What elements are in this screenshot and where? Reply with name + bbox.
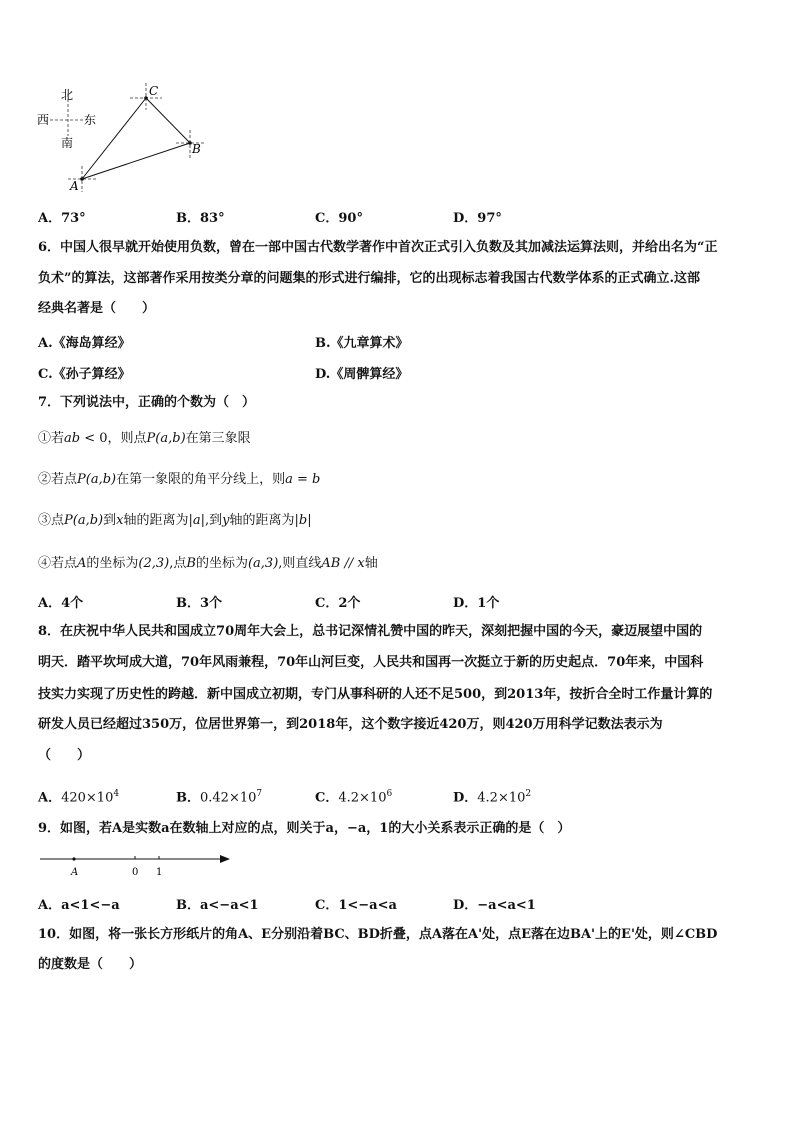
number-line-figure xyxy=(38,848,238,880)
q9-option-b: B．a<−a<1 xyxy=(176,898,259,913)
q6-option-c: C.《孙子算经》 xyxy=(38,367,131,382)
q9-stem: 9．如图，若A是实数a在数轴上对应的点，则关于a，−a，1的大小关系表示正确的是（ ） xyxy=(38,821,571,836)
west-label: 西 xyxy=(37,113,50,127)
q5-option-c: C．90° xyxy=(315,211,363,226)
q8-stem-line2: 明天．踏平坎坷成大道，70年风雨兼程，70年山河巨变，人民共和国再一次挺立于新的历史起点．70年来，中国科 xyxy=(38,655,704,670)
q9-option-d: D．−a<a<1 xyxy=(453,898,536,913)
segment-cb xyxy=(146,98,190,143)
q7-option-d: D．1个 xyxy=(453,596,500,611)
q9-option-a: A．a<1<−a xyxy=(38,898,120,913)
q8-stem-line5: （ ） xyxy=(38,748,91,763)
q6-stem-line1: 6．中国人很早就开始使用负数，曾在一部中国古代数学著作中首次正式引入负数及其加减法运算法则，并给出名为“正 xyxy=(38,240,718,255)
east-label: 东 xyxy=(84,113,97,127)
south-label: 南 xyxy=(61,136,74,150)
compass-triangle-figure xyxy=(30,80,220,195)
q9-option-c: C．1<−a<a xyxy=(315,898,397,913)
point-label-b: B xyxy=(192,142,201,156)
q7-statement-2: ②若点P(a,b)在第一象限的角平分线上，则a = b xyxy=(38,472,321,487)
q7-statement-3: ③点P(a,b)到x轴的距离为|a|,到y轴的距离为|b| xyxy=(38,513,312,528)
q8-option-c: C．$4.2\times 10^6$ xyxy=(315,789,393,806)
q6-option-b: B.《九章算术》 xyxy=(315,336,409,351)
q8-stem-line1: 8．在庆祝中华人民共和国成立70周年大会上，总书记深情礼赞中国的昨天，深刻把握中国的今天，豪迈展望中国的 xyxy=(38,624,703,639)
tick-label-0: 0 xyxy=(132,867,139,878)
q6-option-a: A.《海岛算经》 xyxy=(38,336,131,351)
segment-ac xyxy=(82,98,146,179)
point-a-label: A xyxy=(71,867,79,878)
q5-option-b: B．83° xyxy=(176,211,225,226)
q7-statement-4: ④若点A的坐标为(2,3),点B的坐标为(a,3),则直线AB // x轴 xyxy=(38,556,378,571)
tick-label-1: 1 xyxy=(156,867,163,878)
q8-stem-line3: 技实力实现了历史性的跨越．新中国成立初期，专门从事科研的人还不足500，到2013年，按折合全时工作量计算的 xyxy=(38,687,713,702)
q10-stem-line1: 10．如图，将一张长方形纸片的角A、E分别沿着BC、BD折叠，点A落在A'处，点E落在边BA'上的E'处，则∠CBD xyxy=(38,927,718,942)
q6-stem-line3: 经典名著是（ ） xyxy=(38,301,156,316)
q5-option-a: A．73° xyxy=(38,211,86,226)
q8-option-b: B．$0.42\times 10^7$ xyxy=(176,789,263,806)
q7-option-b: B．3个 xyxy=(176,596,223,611)
q6-stem-line2: 负术”的算法，这部著作采用按类分章的问题集的形式进行编排，它的出现标志着我国古代数学体系的正式确立.这部 xyxy=(38,271,701,286)
point-label-a: A xyxy=(70,179,79,193)
point-label-c: C xyxy=(149,84,159,98)
q7-stem: 7．下列说法中，正确的个数为（ ） xyxy=(38,395,256,410)
q6-option-d: D.《周髀算经》 xyxy=(315,367,409,382)
arrow-right-icon xyxy=(220,855,230,863)
segment-ab xyxy=(82,143,190,179)
q7-option-c: C．2个 xyxy=(315,596,361,611)
q10-stem-line2: 的度数是（ ） xyxy=(38,957,143,972)
q7-option-a: A．4个 xyxy=(38,596,84,611)
q7-statement-1: ①若ab < 0，则点P(a,b)在第三象限 xyxy=(38,431,251,446)
q8-stem-line4: 研发人员已经超过350万，位居世界第一，到2018年，这个数字接近420万，则420万用科学记数法表示为 xyxy=(38,717,663,732)
q8-option-a: A．$420\times 10^4$ xyxy=(38,789,120,806)
north-label: 北 xyxy=(61,88,74,102)
q5-option-d: D．97° xyxy=(453,211,502,226)
q8-option-d: D．$4.2\times 10^2$ xyxy=(453,789,532,806)
